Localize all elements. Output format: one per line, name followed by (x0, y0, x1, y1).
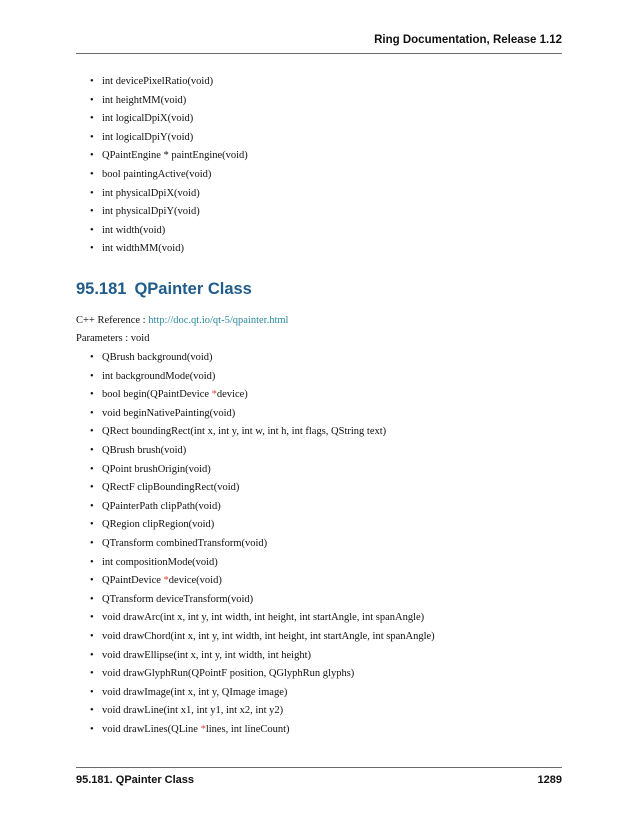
method-item (90, 463, 435, 482)
footer-rule (76, 767, 562, 768)
list-item-text: int logicalDpiY(void) (102, 131, 194, 143)
section-title: QPainter Class (134, 280, 252, 298)
list-item (90, 187, 248, 206)
bullet-icon: • (90, 723, 94, 735)
reference-link[interactable]: http://doc.qt.io/qt-5/qpainter.html (148, 315, 289, 326)
list-item-text: int width(void) (102, 224, 166, 236)
bullet-icon: • (90, 519, 94, 531)
method-text: QPaintDevice (102, 575, 164, 587)
method-text: QBrush background(void) (102, 352, 213, 363)
list-item (90, 149, 248, 168)
method-item (90, 686, 435, 705)
list-item-text: int physicalDpiX(void) (102, 187, 200, 199)
list-item (90, 112, 248, 131)
method-text: void beginNativePainting(void) (102, 407, 236, 419)
header-rule (76, 53, 562, 54)
method-text: QRect boundingRect(int x, int y, int w, int h, int flags, QString text) (102, 426, 387, 438)
qpainter-methods-list (90, 351, 435, 741)
pointer-star: * (200, 723, 206, 735)
bullet-icon: • (90, 556, 94, 568)
bullet-icon: • (90, 113, 94, 125)
list-item (90, 131, 248, 150)
section-heading[interactable] (76, 280, 252, 299)
bullet-icon: • (90, 686, 94, 698)
pointer-star: * (211, 389, 217, 401)
list-item-text: int logicalDpiX(void) (102, 113, 194, 125)
method-item (90, 518, 435, 537)
method-text: void drawGlyphRun(QPointF position, QGlyphRun glyphs) (102, 668, 355, 680)
bullet-icon: • (90, 352, 94, 363)
bullet-icon: • (90, 593, 94, 605)
method-item (90, 370, 435, 389)
bullet-icon: • (90, 370, 94, 382)
method-item (90, 556, 435, 575)
method-item (90, 667, 435, 686)
method-item (90, 444, 435, 463)
method-item (90, 704, 435, 723)
bullet-icon: • (90, 463, 94, 475)
method-text: void drawEllipse(int x, int y, int width, int height) (102, 649, 312, 661)
reference-label: C++ Reference : (76, 315, 149, 326)
method-item (90, 574, 435, 593)
list-item (90, 224, 248, 243)
bullet-icon: • (90, 426, 94, 438)
method-item (90, 593, 435, 612)
method-text: void drawChord(int x, int y, int width, int height, int startAngle, int spanAngle) (102, 630, 435, 642)
list-item-text: int heightMM(void) (102, 94, 187, 106)
parameters-line: Parameters : void (76, 333, 150, 344)
method-item (90, 500, 435, 519)
list-item (90, 242, 248, 261)
list-item-text: int physicalDpiY(void) (102, 206, 200, 218)
bullet-icon: • (90, 206, 94, 218)
method-item (90, 481, 435, 500)
page-header-title: Ring Documentation, Release 1.12 (374, 34, 562, 46)
bullet-icon: • (90, 389, 94, 401)
method-item (90, 630, 435, 649)
method-text: QPainterPath clipPath(void) (102, 500, 221, 512)
bullet-icon: • (90, 168, 94, 180)
method-item (90, 537, 435, 556)
method-text: void drawLines(QLine (102, 723, 201, 735)
bullet-icon: • (90, 76, 94, 87)
list-item-text: bool paintingActive(void) (102, 168, 212, 180)
method-text: void drawImage(int x, int y, QImage image) (102, 686, 288, 698)
bullet-icon: • (90, 630, 94, 642)
method-text: QTransform combinedTransform(void) (102, 537, 268, 549)
bullet-icon: • (90, 444, 94, 456)
method-item (90, 723, 435, 742)
bullet-icon: • (90, 612, 94, 624)
method-text: bool begin(QPaintDevice (102, 389, 212, 401)
bullet-icon: • (90, 500, 94, 512)
bullet-icon: • (90, 575, 94, 587)
bullet-icon: • (90, 224, 94, 236)
method-text-suffix: device) (216, 389, 248, 401)
method-item (90, 649, 435, 668)
bullet-icon: • (90, 537, 94, 549)
list-item (90, 75, 248, 94)
list-item (90, 94, 248, 113)
bullet-icon: • (90, 649, 94, 661)
method-text: QPoint brushOrigin(void) (102, 463, 211, 475)
method-text: QTransform deviceTransform(void) (102, 593, 254, 605)
method-item (90, 611, 435, 630)
list-item (90, 168, 248, 187)
method-text-suffix: device(void) (168, 575, 222, 587)
bullet-icon: • (90, 482, 94, 494)
section-number: 95.181 (76, 280, 127, 298)
bullet-icon: • (90, 187, 94, 199)
bullet-icon: • (90, 131, 94, 143)
method-text: QRegion clipRegion(void) (102, 519, 215, 531)
bullet-icon: • (90, 407, 94, 419)
bullet-icon: • (90, 150, 94, 162)
list-item-text: QPaintEngine * paintEngine(void) (102, 150, 248, 162)
list-item (90, 205, 248, 224)
bullet-icon: • (90, 94, 94, 106)
bullet-icon: • (90, 705, 94, 717)
method-item (90, 388, 435, 407)
bullet-icon: • (90, 668, 94, 680)
footer-page-number: 1289 (537, 774, 562, 786)
method-text: QRectF clipBoundingRect(void) (102, 482, 240, 494)
cpp-reference (76, 315, 288, 326)
footer-section: 95.181. QPainter Class (76, 774, 195, 786)
list-item-text: int devicePixelRatio(void) (102, 76, 214, 87)
method-item (90, 351, 435, 370)
method-item (90, 407, 435, 426)
method-item (90, 425, 435, 444)
method-text: int compositionMode(void) (102, 556, 218, 568)
method-text: void drawArc(int x, int y, int width, int height, int startAngle, int spanAngle) (102, 612, 425, 624)
method-text: void drawLine(int x1, int y1, int x2, int y2) (102, 705, 284, 717)
list-item-text: int widthMM(void) (102, 243, 184, 255)
method-text: QBrush brush(void) (102, 444, 187, 456)
bullet-icon: • (90, 243, 94, 255)
device-methods-list (90, 75, 248, 261)
method-text-suffix: lines, int lineCount) (205, 723, 290, 735)
pointer-star: * (163, 575, 169, 587)
method-text: int backgroundMode(void) (102, 370, 216, 382)
